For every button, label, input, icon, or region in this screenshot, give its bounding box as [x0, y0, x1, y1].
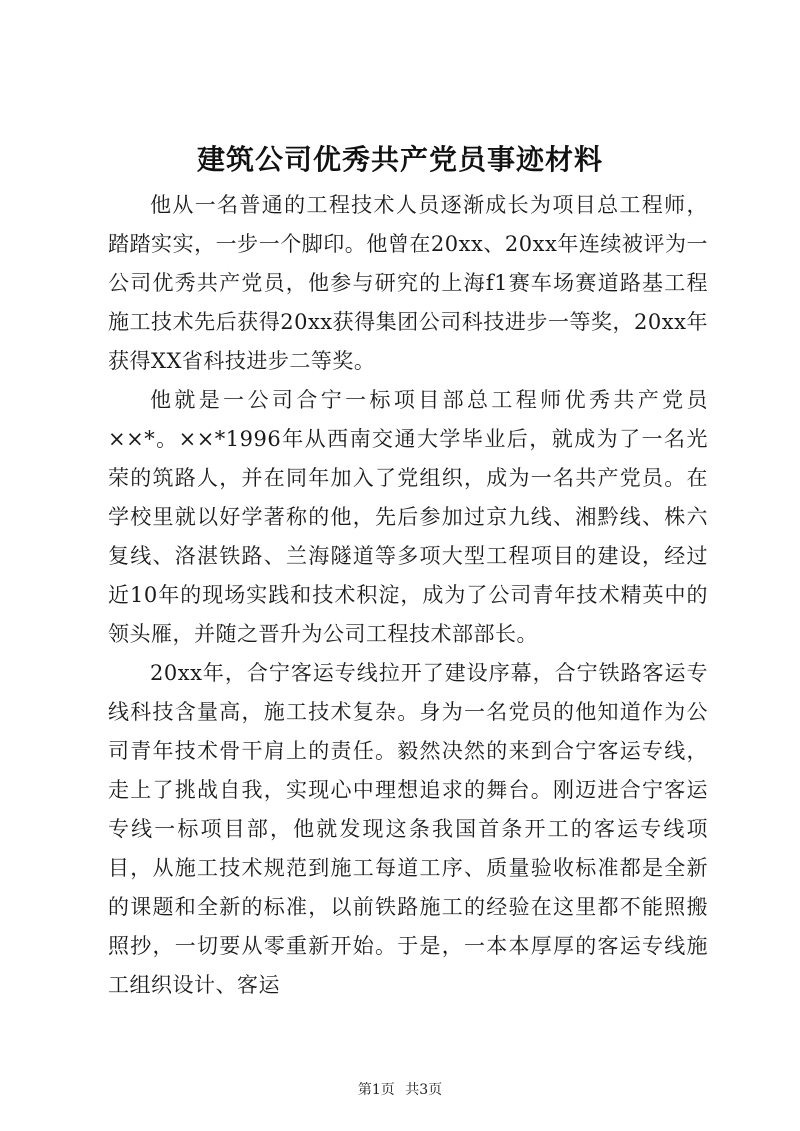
page-footer: [0, 1080, 800, 1100]
paragraph-3: 20xx年，合宁客运专线拉开了建设序幕，合宁铁路客运专线科技含量高，施工技术复杂。身为一名党员的他知道作为公司青年技术骨干肩上的责任。毅然决然的来到合宁客运专线，走上了挑战自我，实现心中理想追求的舞台。刚迈进合宁客运专线一标项目部，他就发现这条我国首条开工的客运专线项目，从施工技术规范到施工每道工序、质量验收标准都是全新的课题和全新的标准，以前铁路施工的经验在这里都不能照搬照抄，一切要从零重新开始。于是，一本本厚厚的客运专线施工组织设计、客运: [108, 661, 708, 997]
page-number: 第1页: [357, 1082, 395, 1098]
page-total: 共3页: [405, 1082, 443, 1098]
paragraph-1: 他从一名普通的工程技术人员逐渐成长为项目总工程师，踏踏实实，一步一个脚印。他曾在20xx、20xx年连续被评为一公司优秀共产党员，他参与研究的上海f1赛车场赛道路基工程施工技术先后获得20xx获得集团公司科技进步一等奖，20xx年获得XX省科技进步二等奖。: [108, 193, 708, 373]
document-title: 建筑公司优秀共产党员事迹材料: [196, 143, 603, 176]
paragraph-2: 他就是一公司合宁一标项目部总工程师优秀共产党员××*。××*1996年从西南交通大学毕业后，就成为了一名光荣的筑路人，并在同年加入了党组织，成为一名共产党员。在学校里就以好学著称的他，先后参加过京九线、湘黔线、株六复线、洛湛铁路、兰海隧道等多项大型工程项目的建设，经过近10年的现场实践和技术积淀，成为了公司青年技术精英中的领头雁，并随之晋升为公司工程技术部部长。: [108, 388, 708, 646]
document-body: [108, 186, 708, 1005]
